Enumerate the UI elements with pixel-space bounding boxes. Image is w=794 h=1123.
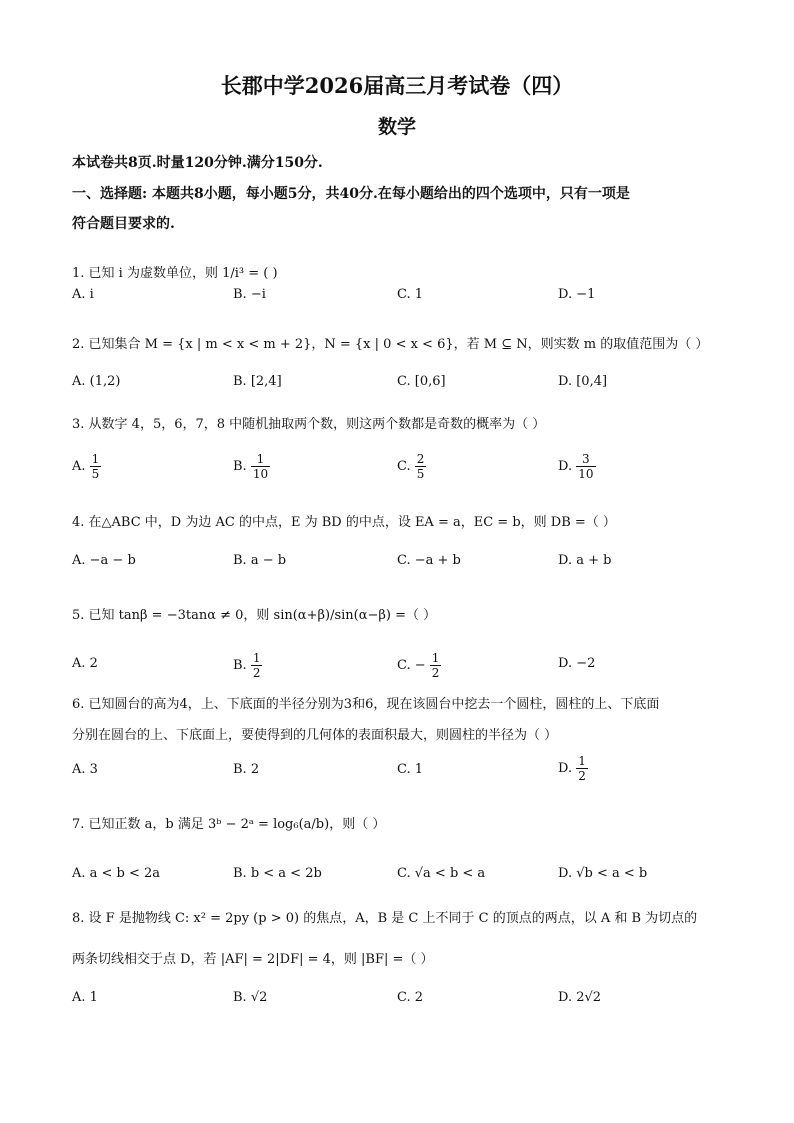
- question-7-stem: 7. 已知正数 a，b 满足 3ᵇ − 2ᵃ = log₆(a/b)，则（ ）: [72, 817, 386, 832]
- q4-option-b: B. a − b: [233, 553, 287, 568]
- q7-option-a: A. a < b < 2a: [72, 866, 161, 881]
- question-6-stem-line2: 分别在圆台的上、下底面上，要使得到的几何体的表面积最大，则圆柱的半径为（ ）: [72, 728, 558, 743]
- section-heading-line2: 符合题目要求的.: [72, 216, 175, 232]
- q3-option-c-letter: C.: [397, 459, 411, 474]
- question-4-stem: 4. 在△ABC 中，D 为边 AC 的中点，E 为 BD 的中点，设 EA = a，EC = b，则 DB =（ ）: [72, 515, 616, 530]
- q5-option-c-value: $\frac{1}{2}$: [431, 651, 440, 680]
- q1-option-a: A. i: [72, 287, 94, 302]
- question-8-stem-line1: 8. 设 F 是抛物线 C: x² = 2py (p > 0) 的焦点，A，B 是 C 上不同于 C 的顶点的两点，以 A 和 B 为切点的: [72, 911, 698, 926]
- q4-option-c: C. −a + b: [397, 553, 461, 568]
- question-6-stem-line1: 6. 已知圆台的高为4，上、下底面的半径分别为3和6，现在该圆台中挖去一个圆柱，圆柱的上、下底面: [72, 697, 660, 712]
- q3-option-a: [72, 452, 101, 481]
- q4-option-a: A. −a − b: [72, 553, 136, 568]
- q7-option-c: C. √a < b < a: [397, 866, 486, 881]
- q5-option-b: [233, 651, 262, 680]
- q1-option-d: D. −1: [558, 287, 596, 302]
- question-3-stem: 3. 从数字 4，5，6，7，8 中随机抽取两个数，则这两个数都是奇数的概率为（ ）: [72, 417, 546, 432]
- q7-option-d: D. √b < a < b: [558, 866, 648, 881]
- q5-option-d: D. −2: [558, 656, 596, 671]
- q3-option-d: [558, 452, 596, 481]
- q5-option-b-letter: B.: [233, 658, 247, 673]
- q2-option-b: B. [2,4]: [233, 374, 282, 389]
- question-5-stem: 5. 已知 tanβ = −3tanα ≠ 0，则 sin(α+β)/sin(α−β) =（ ）: [72, 608, 437, 623]
- q6-option-d-letter: D.: [558, 761, 573, 776]
- question-1-stem: 1. 已知 i 为虚数单位，则 1/i³ = ( ): [72, 266, 278, 281]
- q6-option-d-value: $\frac{1}{2}$: [578, 754, 586, 783]
- q5-option-c: C. − $\frac{1}{2}$: [397, 651, 440, 680]
- q3-option-b-letter: B.: [233, 459, 247, 474]
- exam-intro: 本试卷共8页.时量120分钟.满分150分.: [72, 155, 323, 171]
- q3-option-d-value: $\frac{3}{10}$: [578, 452, 594, 481]
- q6-option-c: C. 1: [397, 762, 424, 777]
- section-heading-line1: 一、选择题: 本题共8小题，每小题5分，共40分.在每小题给出的四个选项中，只有一项是: [72, 186, 630, 202]
- exam-title: 长郡中学2026届高三月考试卷（四）: [220, 73, 574, 98]
- q3-option-c: [397, 452, 426, 481]
- q5-option-b-value: $\frac{1}{2}$: [252, 651, 261, 680]
- q8-option-c: C. 2: [397, 990, 424, 1005]
- q6-option-a: A. 3: [72, 762, 98, 777]
- q6-option-b: B. 2: [233, 762, 260, 777]
- q3-option-a-letter: A.: [72, 459, 86, 474]
- q4-option-d: D. a + b: [558, 553, 612, 568]
- q8-option-d: D. 2√2: [558, 990, 602, 1005]
- q3-option-b-value: $\frac{1}{10}$: [252, 452, 269, 481]
- q8-option-a: A. 1: [72, 990, 98, 1005]
- q5-option-a: A. 2: [72, 656, 98, 671]
- q6-option-d: [558, 754, 588, 783]
- q2-option-d: D. [0,4]: [558, 374, 608, 389]
- q3-option-d-letter: D.: [558, 459, 573, 474]
- q3-option-b: [233, 452, 270, 481]
- q1-option-b: B. −i: [233, 287, 266, 302]
- q2-option-a: A. (1,2): [72, 374, 121, 389]
- q7-option-b: B. b < a < 2b: [233, 866, 322, 881]
- q8-option-b: B. √2: [233, 990, 268, 1005]
- q3-option-c-value: $\frac{2}{5}$: [416, 452, 425, 481]
- q5-option-c-letter: C.: [397, 658, 411, 673]
- q1-option-c: C. 1: [397, 287, 424, 302]
- question-2-stem: 2. 已知集合 M = {x | m < x < m + 2}，N = {x | 0 < x < 6}，若 M ⊆ N，则实数 m 的取值范围为（ ）: [72, 337, 709, 352]
- q2-option-c: C. [0,6]: [397, 374, 446, 389]
- q3-option-a-value: $\frac{1}{5}$: [91, 452, 100, 481]
- subject-title: 数学: [377, 116, 416, 138]
- question-8-stem-line2: 两条切线相交于点 D，若 |AF| = 2|DF| = 4，则 |BF| =（ ）: [72, 952, 434, 967]
